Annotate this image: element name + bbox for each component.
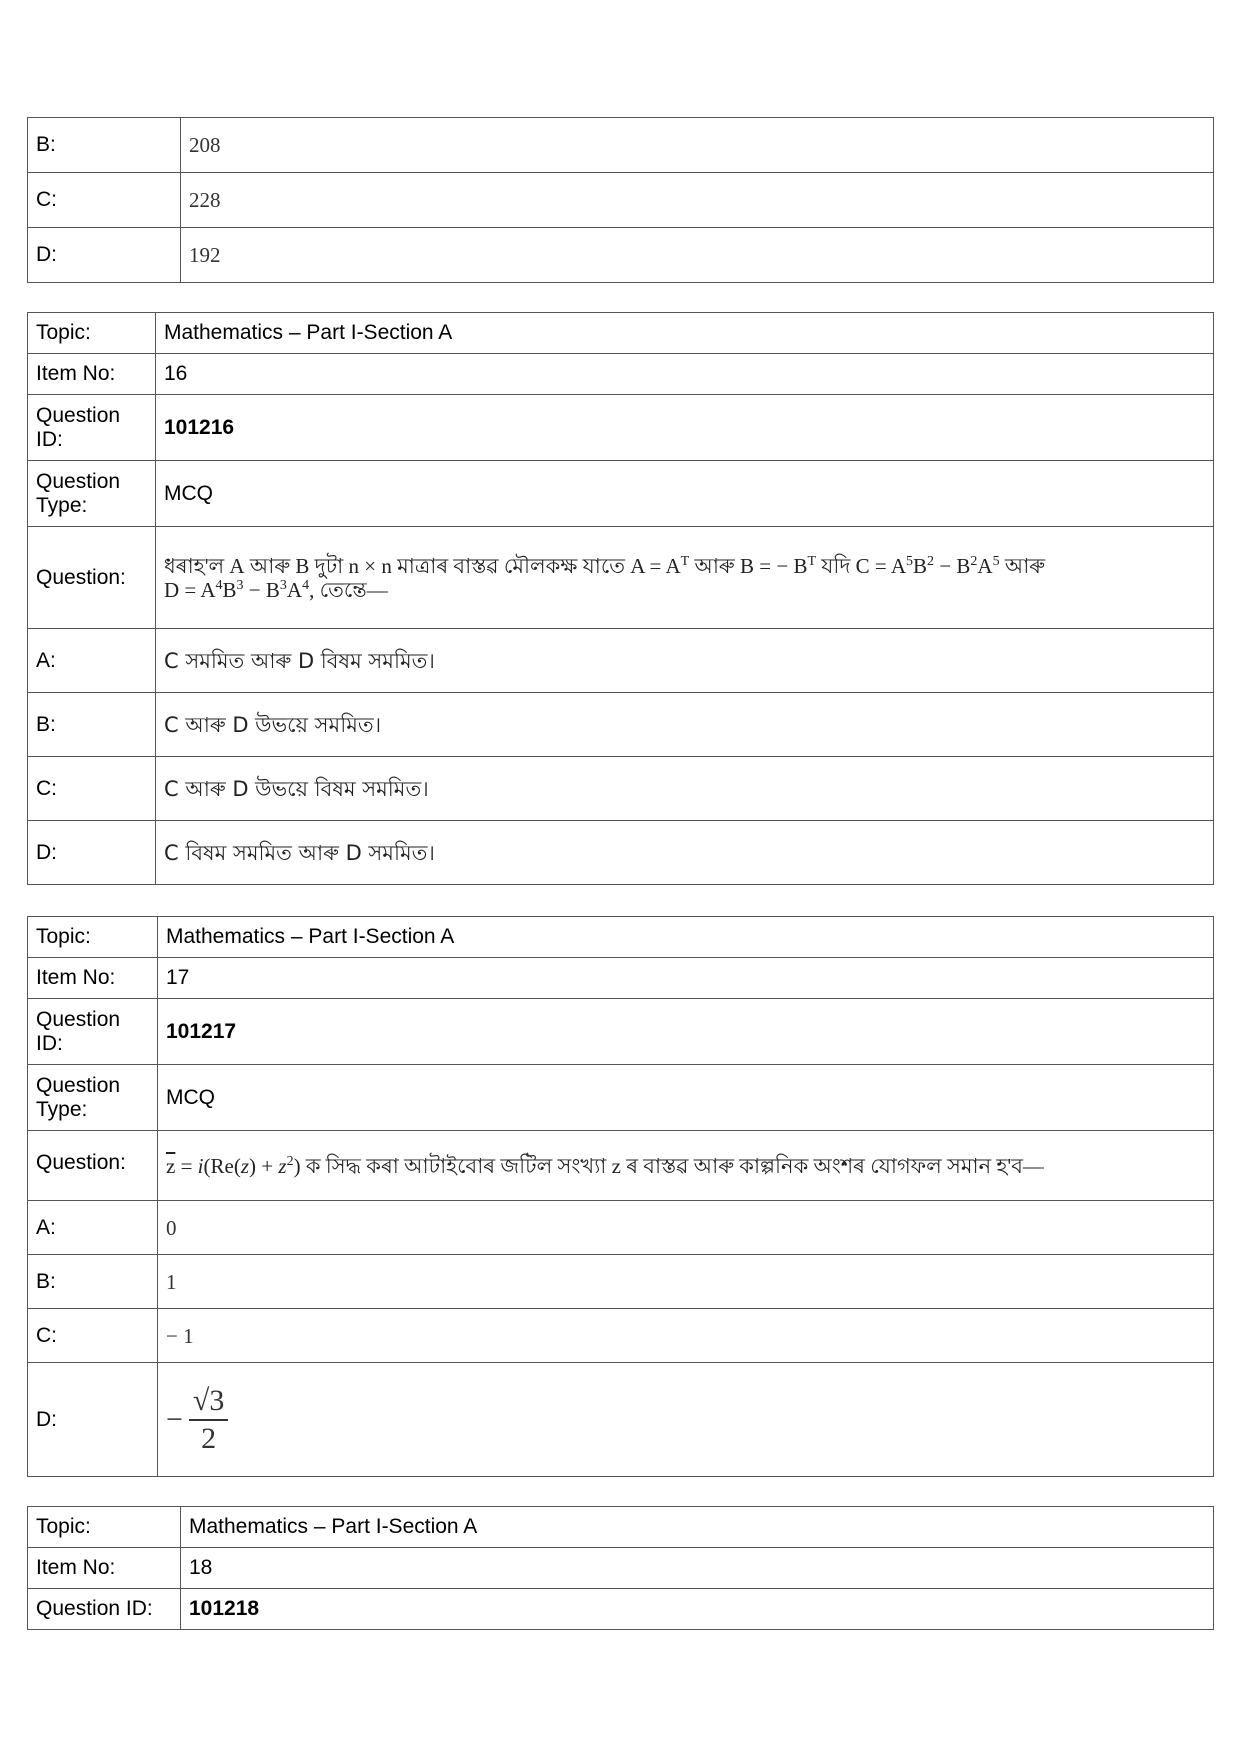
item-label: Item No: bbox=[28, 958, 158, 999]
option-row-d bbox=[28, 1363, 1214, 1477]
option-row-c bbox=[28, 1309, 1214, 1363]
question-18-table bbox=[27, 1506, 1214, 1630]
topic-value: Mathematics – Part I-Section A bbox=[181, 1507, 1214, 1548]
item-row bbox=[28, 1548, 1214, 1589]
option-value: − 1 bbox=[158, 1309, 1214, 1363]
topic-row bbox=[28, 1507, 1214, 1548]
topic-label: Topic: bbox=[28, 1507, 181, 1548]
question-16-table bbox=[27, 312, 1214, 885]
option-label: C: bbox=[28, 1309, 158, 1363]
question-type-label: Question Type: bbox=[28, 1065, 158, 1131]
question-type-row bbox=[28, 461, 1214, 527]
question-label: Question: bbox=[28, 1131, 158, 1201]
option-row-d bbox=[28, 228, 1214, 283]
previous-question-options-table bbox=[27, 117, 1214, 283]
option-label: D: bbox=[28, 821, 156, 885]
option-row-b bbox=[28, 118, 1214, 173]
option-value bbox=[158, 1363, 1214, 1477]
option-label: D: bbox=[28, 228, 181, 283]
option-label: C: bbox=[28, 173, 181, 228]
fraction-denominator: 2 bbox=[201, 1421, 217, 1455]
option-label: A: bbox=[28, 1201, 158, 1255]
topic-label: Topic: bbox=[28, 313, 156, 354]
fraction bbox=[189, 1383, 228, 1457]
topic-value: Mathematics – Part I-Section A bbox=[156, 313, 1214, 354]
question-type-value: MCQ bbox=[156, 461, 1214, 527]
option-value: 1 bbox=[158, 1255, 1214, 1309]
option-value: 208 bbox=[181, 118, 1214, 173]
option-label: C: bbox=[28, 757, 156, 821]
question-text bbox=[158, 1131, 1214, 1201]
question-id-label: Question ID: bbox=[28, 395, 156, 461]
option-row-c bbox=[28, 757, 1214, 821]
question-body: ক সিদ্ধ কৰা আটাইবোৰ জটিল সংখ্যা z ৰ বাস্তৱ আৰু কাল্পনিক অংশৰ যোগফল সমান হ'ব— bbox=[305, 1153, 1044, 1178]
item-value: 18 bbox=[181, 1548, 1214, 1589]
option-row-d bbox=[28, 821, 1214, 885]
topic-row bbox=[28, 917, 1214, 958]
option-text: C আৰু D উভয়ে বিষম সমমিত। bbox=[156, 757, 1214, 821]
item-label: Item No: bbox=[28, 1548, 181, 1589]
question-id-label: Question ID: bbox=[28, 1589, 181, 1630]
question-id-row bbox=[28, 999, 1214, 1065]
option-value: 192 bbox=[181, 228, 1214, 283]
option-value: 228 bbox=[181, 173, 1214, 228]
option-row-a bbox=[28, 629, 1214, 693]
topic-label: Topic: bbox=[28, 917, 158, 958]
topic-value: Mathematics – Part I-Section A bbox=[158, 917, 1214, 958]
question-id-value: 101218 bbox=[181, 1589, 1214, 1630]
question-id-value: 101217 bbox=[158, 999, 1214, 1065]
option-row-c bbox=[28, 173, 1214, 228]
option-label: B: bbox=[28, 693, 156, 757]
item-row bbox=[28, 958, 1214, 999]
option-text: C সমমিত আৰু D বিষম সমমিত। bbox=[156, 629, 1214, 693]
option-label: D: bbox=[28, 1363, 158, 1477]
minus-sign: − bbox=[166, 1402, 183, 1436]
question-row bbox=[28, 527, 1214, 629]
question-label: Question: bbox=[28, 527, 156, 629]
question-formula: $\overline{z} = i(Re(z) + z^2)$ bbox=[166, 1153, 301, 1178]
question-id-label: Question ID: bbox=[28, 999, 158, 1065]
question-17-table bbox=[27, 916, 1214, 1477]
option-text: C বিষম সমমিত আৰু D সমমিত। bbox=[156, 821, 1214, 885]
question-type-label: Question Type: bbox=[28, 461, 156, 527]
question-type-value: MCQ bbox=[158, 1065, 1214, 1131]
question-row bbox=[28, 1131, 1214, 1201]
question-type-row bbox=[28, 1065, 1214, 1131]
option-label: B: bbox=[28, 118, 181, 173]
item-row bbox=[28, 354, 1214, 395]
topic-row bbox=[28, 313, 1214, 354]
question-id-value: 101216 bbox=[156, 395, 1214, 461]
option-text: C আৰু D উভয়ে সমমিত। bbox=[156, 693, 1214, 757]
item-value: 17 bbox=[158, 958, 1214, 999]
question-text: ধৰাহ'ল A আৰু B দুটা n × n মাত্ৰাৰ বাস্তৱ মৌলকক্ষ যাতে $A = A^T$ আৰু B = − $B^T$ যদি $C = A^5B^2 - B^2A^5$ আৰু $D = A^4B^3 - B^3A^4$, তেন্তে— bbox=[156, 527, 1214, 629]
option-row-a bbox=[28, 1201, 1214, 1255]
option-label: B: bbox=[28, 1255, 158, 1309]
question-id-row bbox=[28, 1589, 1214, 1630]
option-label: A: bbox=[28, 629, 156, 693]
option-value: 0 bbox=[158, 1201, 1214, 1255]
question-id-row bbox=[28, 395, 1214, 461]
option-row-b bbox=[28, 693, 1214, 757]
option-row-b bbox=[28, 1255, 1214, 1309]
item-label: Item No: bbox=[28, 354, 156, 395]
item-value: 16 bbox=[156, 354, 1214, 395]
fraction-numerator: √3 bbox=[189, 1383, 228, 1421]
